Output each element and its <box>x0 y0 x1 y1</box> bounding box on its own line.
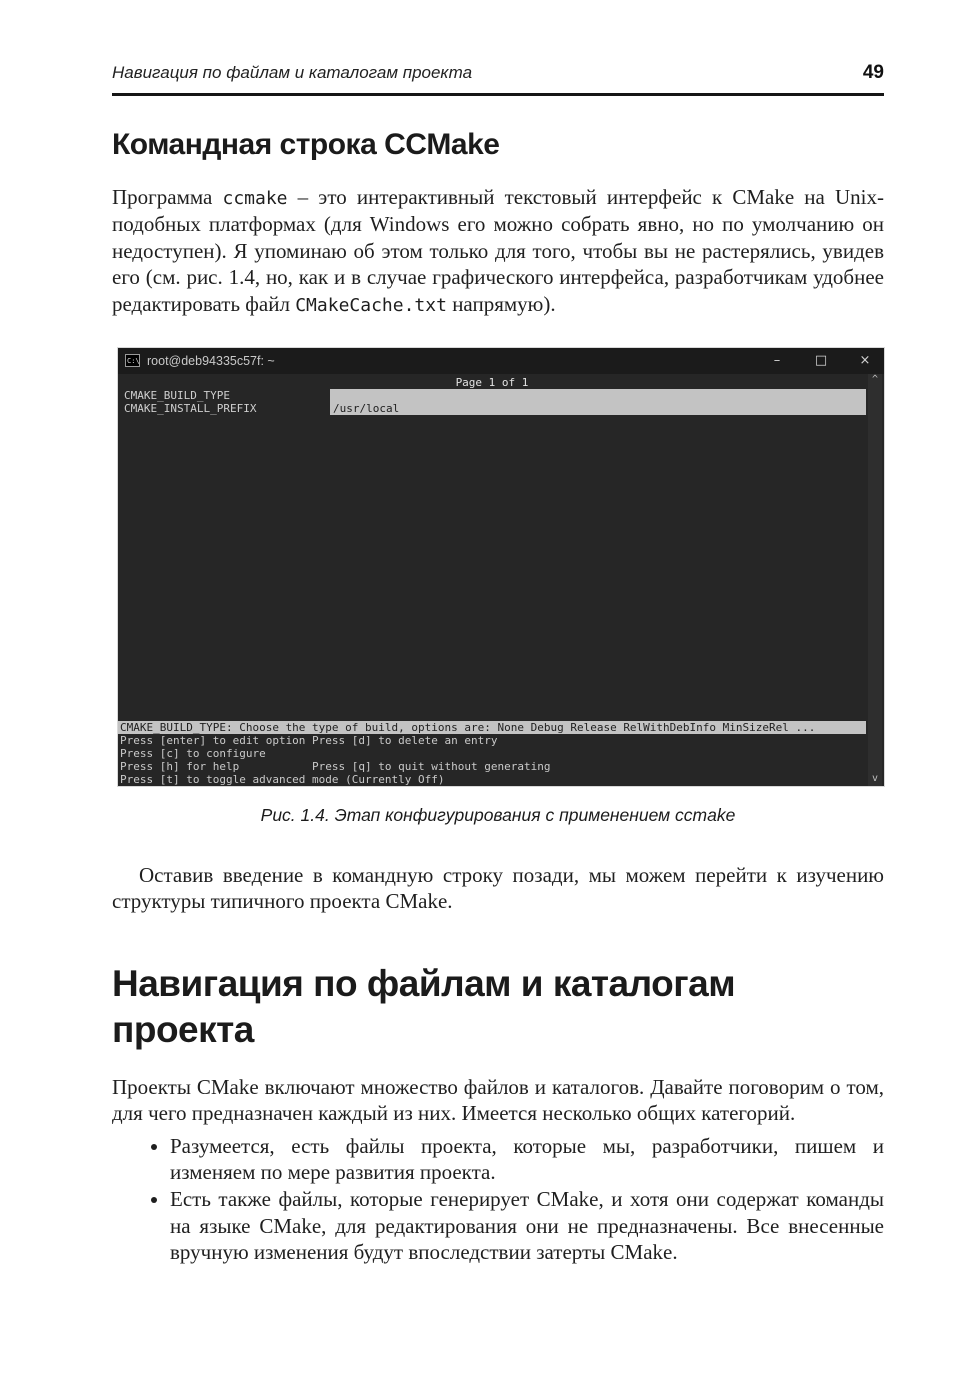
window-controls <box>770 353 872 368</box>
paragraph-ccmake-intro <box>112 184 884 318</box>
scroll-down-icon[interactable]: v <box>871 772 879 784</box>
minimize-button[interactable]: – <box>773 353 781 369</box>
ccmake-help-line: Press [h] for help Press [q] to quit without generating <box>120 759 551 773</box>
paragraph-navigation-intro: Проекты CMake включают множество файлов и каталогов. Давайте поговорим о том, для чего предназначен каждый из них. Имеется несколько общих категорий. <box>112 1074 884 1126</box>
section-title-navigation: Навигация по файлам и каталогам проекта <box>112 963 736 1051</box>
cache-entry-value[interactable] <box>330 389 866 402</box>
ccmake-help-line: Press [c] to configure <box>120 746 266 760</box>
paragraph-text: напрямую). <box>446 291 556 316</box>
terminal-empty-area <box>118 415 866 721</box>
bullet-item: • Разумеется, есть файлы проекта, которые мы, разработчики, пишем и изменяем по мере развития проекта. <box>170 1133 884 1186</box>
cache-entry-value[interactable]: /usr/local <box>330 402 866 415</box>
inline-code-ccmake: ccmake <box>222 188 288 209</box>
ccmake-screen <box>118 374 884 786</box>
cache-entry-name: CMAKE_INSTALL_PREFIX <box>124 401 257 415</box>
ccmake-help-line: Press [enter] to edit option Press [d] to delete an entry <box>120 733 498 747</box>
close-button[interactable]: × <box>859 353 871 369</box>
section-title-ccmake: Командная строка CCMake <box>112 128 500 161</box>
running-head <box>112 62 884 96</box>
category-bullet-list <box>112 1133 884 1266</box>
cache-entry-name: CMAKE_BUILD_TYPE <box>124 388 230 402</box>
ccmake-status-line: CMAKE_BUILD_TYPE: Choose the type of build, options are: None Debug Release RelWithDebInfo MinSizeRel ... <box>118 721 866 734</box>
ccmake-cache-row[interactable] <box>118 402 866 415</box>
ccmake-cache-row[interactable] <box>118 389 866 402</box>
ccmake-help-line: Press [t] to toggle advanced mode (Currently Off) <box>120 772 445 786</box>
terminal-window-screenshot <box>118 348 884 786</box>
maximize-button[interactable]: □ <box>814 353 828 369</box>
running-head-title: Навигация по файлам и каталогам проекта <box>112 63 473 82</box>
inline-code-cmakecache: CMakeCache.txt <box>295 294 447 316</box>
paragraph-after-figure: Оставив введение в командную строку позади, мы можем перейти к изучению структуры типичного проекта CMake. <box>112 862 884 914</box>
scroll-up-icon[interactable]: ^ <box>871 373 879 385</box>
paragraph-text: Программа <box>112 185 223 209</box>
terminal-title: root@deb94335c57f: ~ <box>147 353 275 368</box>
ccmake-page-indicator: Page 1 of 1 <box>455 375 529 389</box>
cmd-prompt-icon: C:\ <box>125 354 140 367</box>
terminal-scrollbar[interactable] <box>868 374 882 786</box>
bullet-item: • Есть также файлы, которые генерирует CMake, и хотя они содержат команды на языке CMake, для редактирования они не предназначены. Все внесенные вручную изменения будут впоследствии затерты CMake. <box>170 1186 884 1266</box>
paragraph-text: – это интерактивный текстовый интерфейс к CMake на Unix-подобных платформах (для Windows его можно собрать явно, но по умолчанию он недоступен). Я упоминаю об этом только для того, чтобы вы не растерялись, увидев его (см. рис. 1.4, но, как и в случае графического интерфейса, разработчикам удобнее редактировать файл <box>112 185 884 316</box>
figure-caption: Рис. 1.4. Этап конфигурирования с применением ccmake <box>260 804 736 825</box>
terminal-titlebar[interactable] <box>118 348 884 374</box>
page-number: 49 <box>862 62 884 83</box>
